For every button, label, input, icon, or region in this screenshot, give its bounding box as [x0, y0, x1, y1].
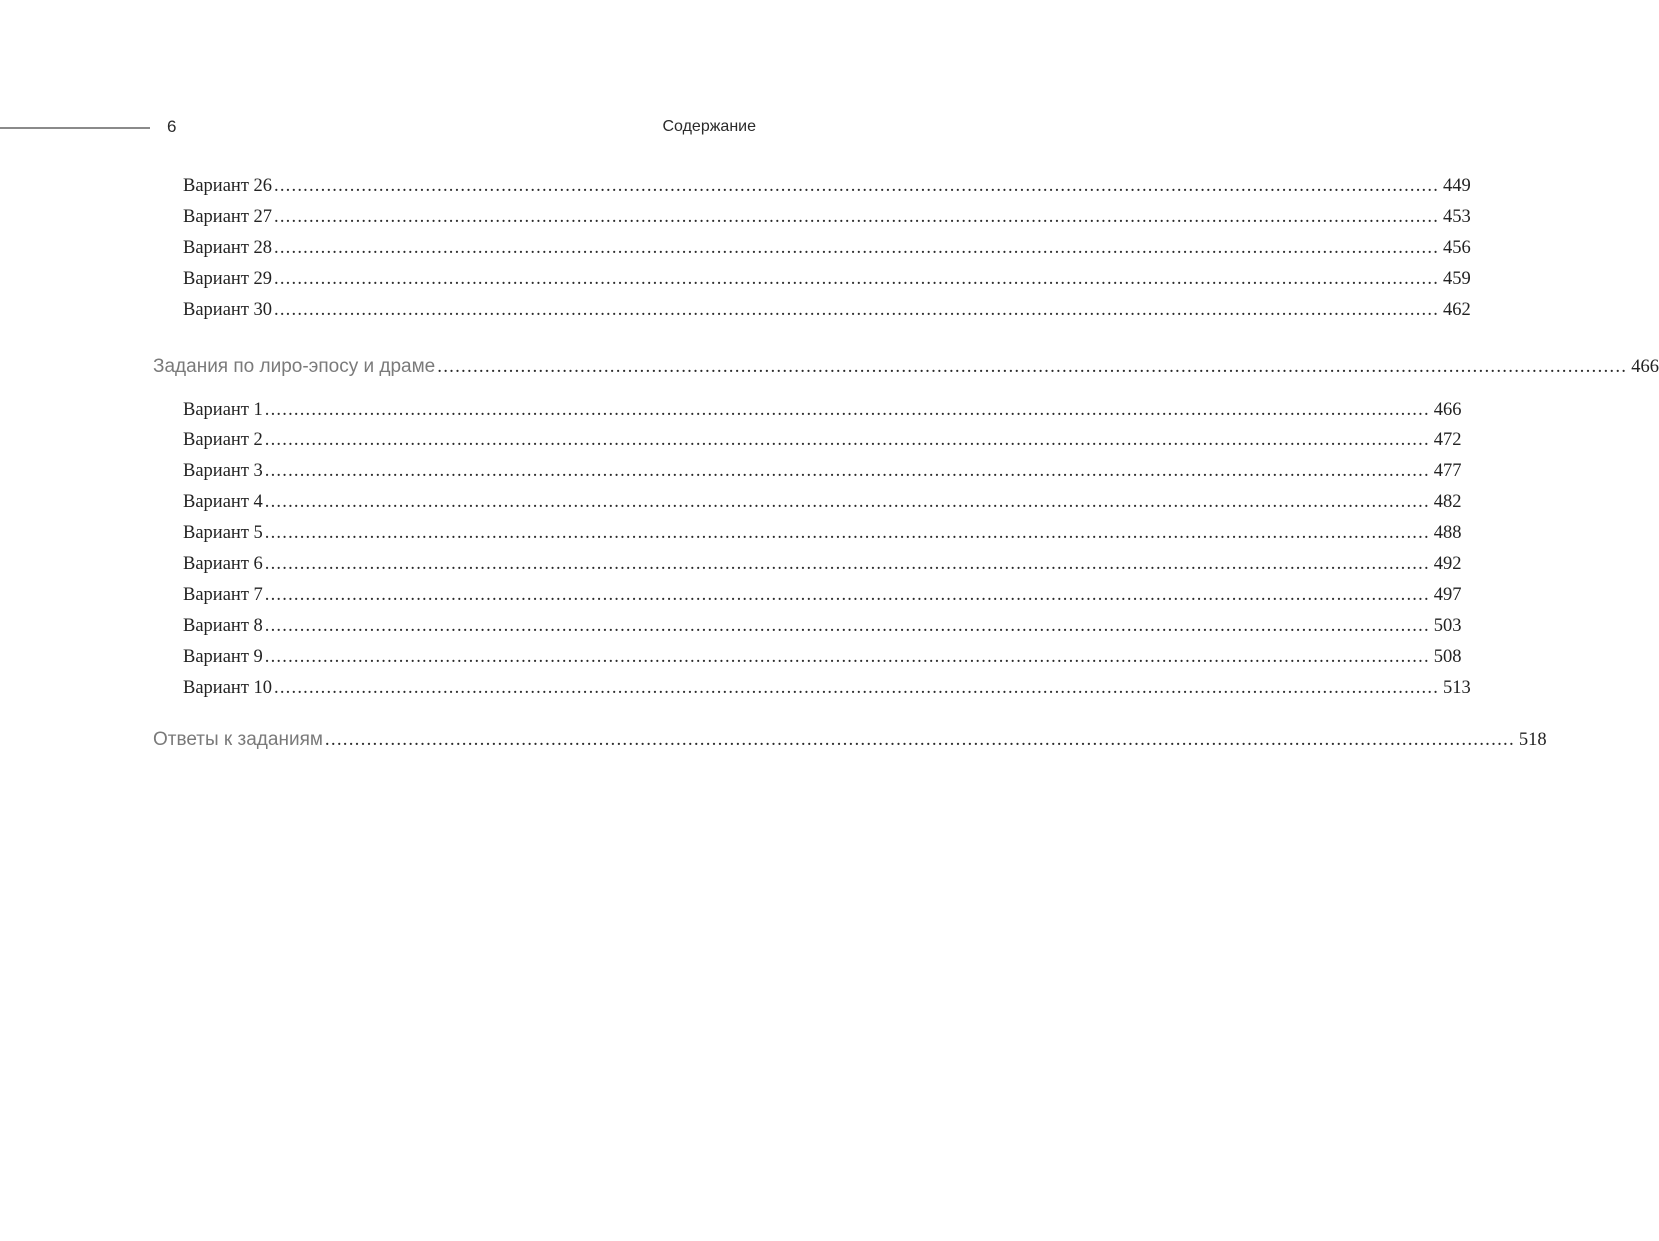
toc-section-heading[interactable]	[153, 356, 1659, 378]
toc-entry-page: 477	[1433, 461, 1462, 481]
toc-entry-page: 503	[1433, 616, 1462, 636]
toc-entry[interactable]	[183, 616, 1462, 637]
toc-entry-label: Вариант 4	[183, 492, 263, 512]
dot-leader: ........................................................................................................................................................................................................	[274, 678, 1440, 698]
toc-entry-label: Вариант 3	[183, 461, 263, 481]
toc-entry[interactable]	[183, 207, 1471, 228]
toc-entry[interactable]	[183, 554, 1462, 575]
toc-entry-page: 492	[1433, 554, 1462, 574]
toc-section-label: Ответы к заданиям	[153, 729, 323, 750]
toc-entry-label: Вариант 30	[183, 300, 273, 320]
toc-entry-page: 462	[1443, 300, 1471, 320]
toc-entry-page: 497	[1433, 585, 1462, 605]
toc-entry[interactable]	[183, 523, 1462, 544]
toc-section-heading[interactable]	[153, 729, 1547, 751]
dot-leader: ........................................................................................................................................................................................................	[274, 207, 1440, 227]
toc-entry-page: 472	[1433, 430, 1462, 450]
toc-entry-label: Вариант 27	[183, 207, 273, 227]
dot-leader: ........................................................................................................................................................................................................	[264, 400, 1430, 420]
dot-leader: ........................................................................................................................................................................................................	[437, 356, 1628, 377]
toc-entry-label: Вариант 28	[183, 238, 273, 258]
toc-entry-label: Вариант 7	[183, 585, 263, 605]
toc-entry-page: 466	[1433, 400, 1462, 420]
dot-leader: ........................................................................................................................................................................................................	[264, 430, 1430, 450]
toc-entry[interactable]	[183, 492, 1462, 513]
toc-entry[interactable]	[183, 300, 1471, 321]
page-number: 6	[167, 117, 177, 136]
dot-leader: ........................................................................................................................................................................................................	[264, 461, 1430, 481]
dot-leader: ........................................................................................................................................................................................................	[324, 729, 1515, 750]
toc-entry-label: Вариант 2	[183, 430, 263, 450]
dot-leader: ........................................................................................................................................................................................................	[264, 585, 1430, 605]
dot-leader: ........................................................................................................................................................................................................	[264, 492, 1430, 512]
dot-leader: ........................................................................................................................................................................................................	[274, 238, 1440, 258]
toc-entry-label: Вариант 8	[183, 616, 263, 636]
toc-entry[interactable]	[183, 238, 1471, 259]
dot-leader: ........................................................................................................................................................................................................	[264, 616, 1430, 636]
dot-leader: ........................................................................................................................................................................................................	[274, 269, 1440, 289]
toc-entry-page: 508	[1433, 647, 1462, 667]
toc-entry-page: 482	[1433, 492, 1462, 512]
toc-entry[interactable]	[183, 176, 1471, 197]
toc-entry[interactable]	[183, 647, 1462, 668]
toc-entry[interactable]	[183, 269, 1471, 290]
toc-entry[interactable]	[183, 461, 1462, 482]
toc-entry-page: 488	[1433, 523, 1462, 543]
toc-entry-page: 453	[1443, 207, 1471, 227]
toc-entry-label: Вариант 9	[183, 647, 263, 667]
toc-entry-label: Вариант 6	[183, 554, 263, 574]
toc-section-page: 518	[1518, 730, 1547, 750]
header-rule	[0, 127, 150, 129]
toc-section-label: Задания по лиро-эпосу и драме	[153, 356, 436, 377]
toc-entry[interactable]	[183, 400, 1462, 421]
toc-section-page: 466	[1631, 357, 1659, 377]
toc-entry-page: 459	[1443, 269, 1471, 289]
toc-entry-page: 449	[1443, 176, 1471, 196]
toc-entry-page: 513	[1443, 678, 1471, 698]
toc-entry-label: Вариант 5	[183, 523, 263, 543]
toc-entry-label: Вариант 29	[183, 269, 273, 289]
dot-leader: ........................................................................................................................................................................................................	[264, 554, 1430, 574]
toc-entry[interactable]	[183, 430, 1462, 451]
dot-leader: ........................................................................................................................................................................................................	[274, 300, 1440, 320]
toc-entry-label: Вариант 26	[183, 176, 273, 196]
toc-entry[interactable]	[183, 585, 1462, 606]
toc-entry[interactable]	[183, 678, 1471, 699]
dot-leader: ........................................................................................................................................................................................................	[274, 176, 1440, 196]
toc-entry-label: Вариант 1	[183, 400, 263, 420]
toc-entry-page: 456	[1443, 238, 1471, 258]
toc-entry-label: Вариант 10	[183, 678, 273, 698]
running-title: Содержание	[662, 118, 756, 135]
dot-leader: ........................................................................................................................................................................................................	[264, 647, 1430, 667]
dot-leader: ........................................................................................................................................................................................................	[264, 523, 1430, 543]
